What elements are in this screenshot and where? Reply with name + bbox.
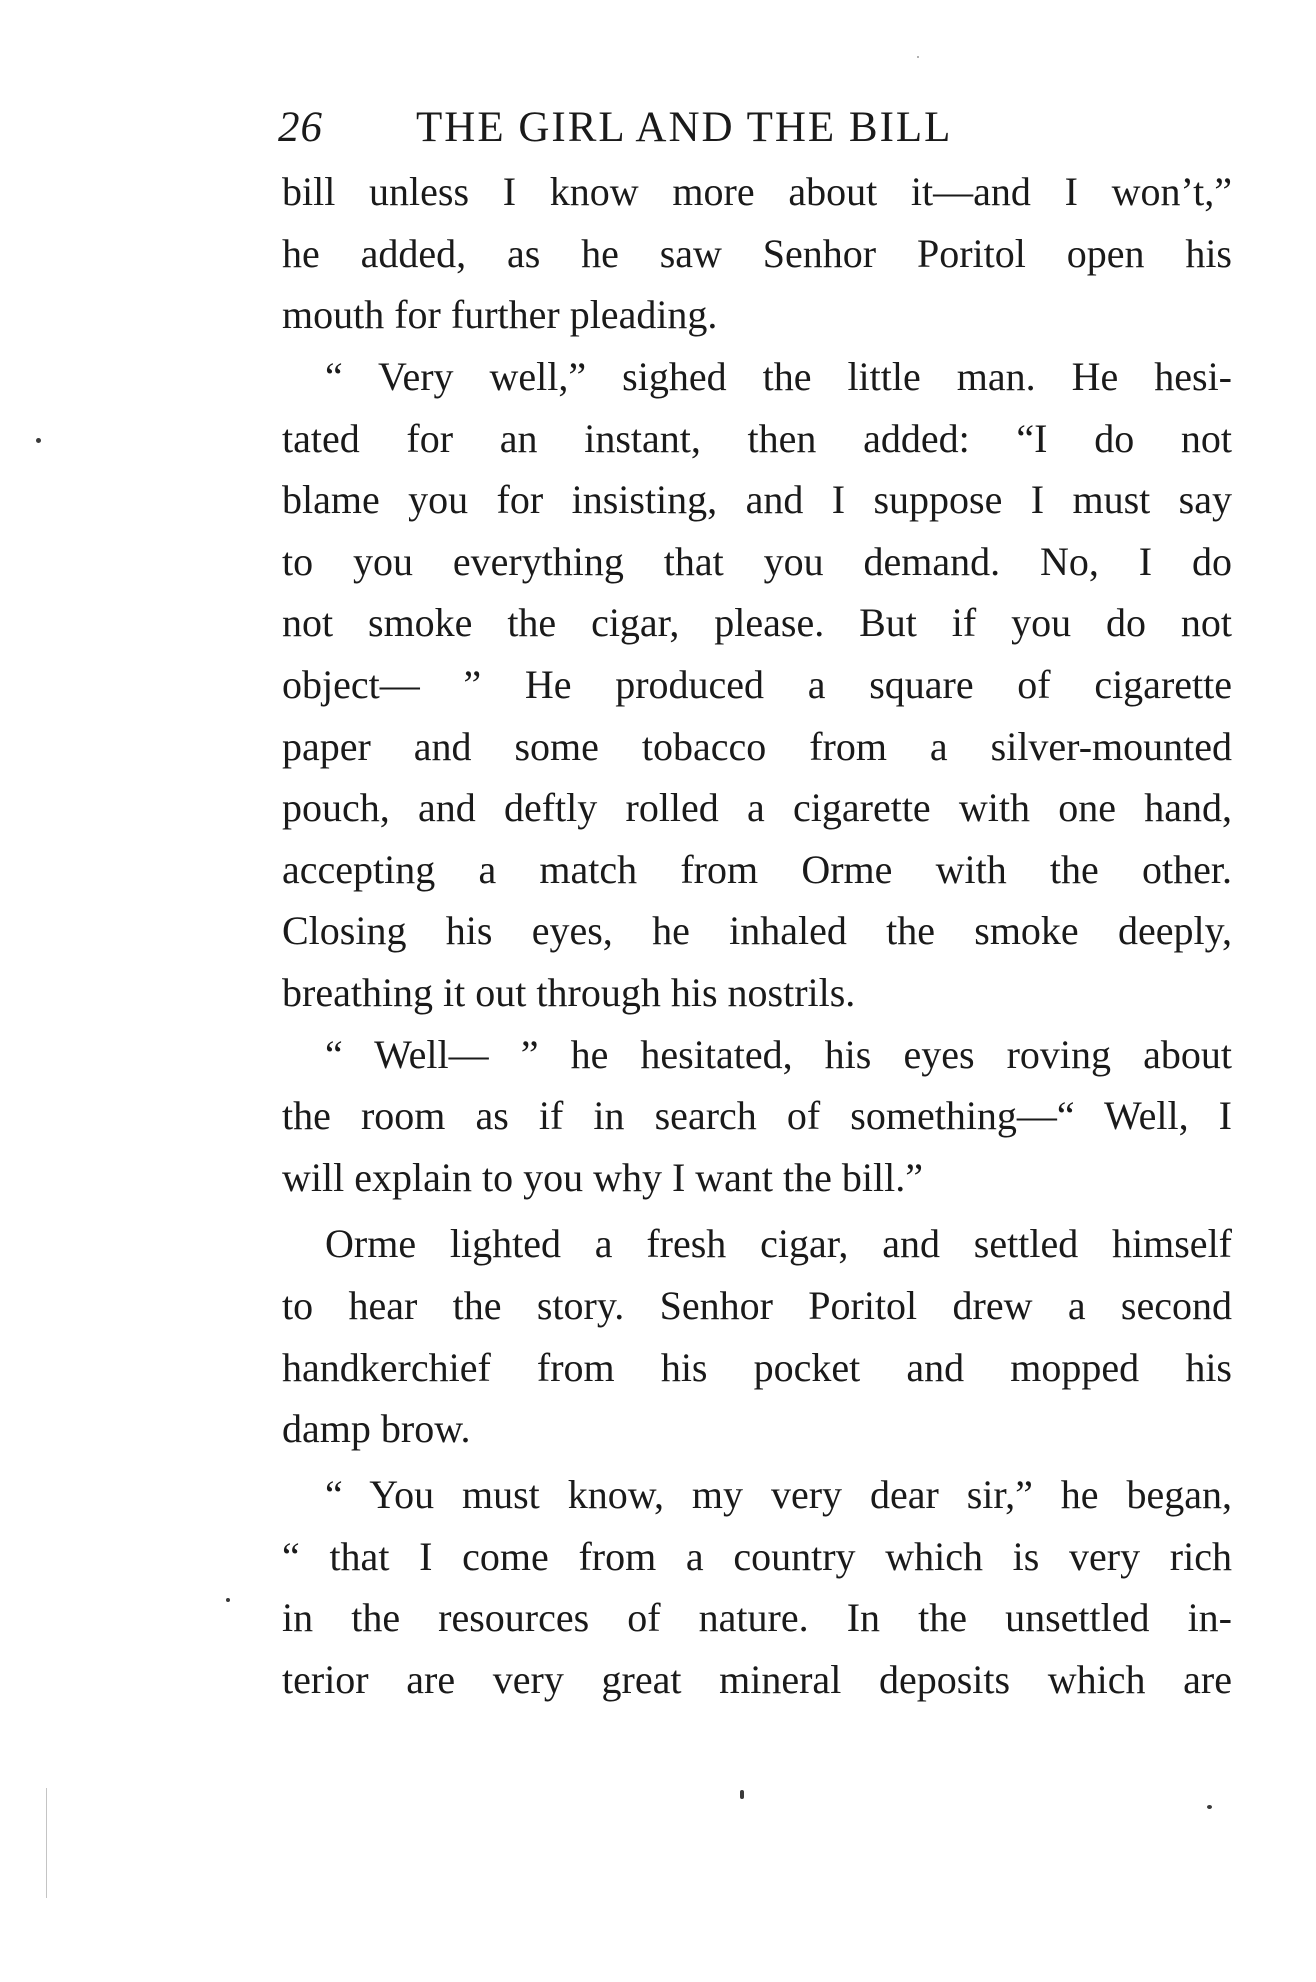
scan-speck: [740, 1790, 744, 1799]
text-line: blame you for insisting, and I suppose I must say: [282, 477, 1232, 522]
scan-mark: [46, 1788, 47, 1898]
text-line: handkerchief from his pocket and mopped his: [282, 1345, 1232, 1390]
text-line: Closing his eyes, he inhaled the smoke deeply,: [282, 908, 1232, 953]
text-line: object— ” He produced a square of cigarette: [282, 662, 1232, 707]
text-line: terior are very great mineral deposits which are: [282, 1657, 1232, 1702]
text-line: Orme lighted a fresh cigar, and settled himself: [325, 1221, 1232, 1266]
text-line: “ Very well,” sighed the little man. He hesi-: [325, 354, 1232, 399]
page-number: 26: [278, 104, 323, 151]
text-line: tated for an instant, then added: “I do not: [282, 416, 1232, 461]
text-line: “ that I come from a country which is very rich: [282, 1534, 1232, 1579]
text-line: mouth for further pleading.: [282, 292, 718, 337]
scan-speck: [226, 1598, 230, 1602]
scan-speck: [36, 438, 41, 443]
scan-speck: [917, 56, 919, 58]
running-head: [278, 98, 1238, 158]
text-line: accepting a match from Orme with the other.: [282, 847, 1232, 892]
text-line: pouch, and deftly rolled a cigarette with one hand,: [282, 785, 1232, 830]
text-line: paper and some tobacco from a silver-mounted: [282, 724, 1232, 769]
text-line: “ Well— ” he hesitated, his eyes roving about: [325, 1032, 1232, 1077]
text-line: damp brow.: [282, 1406, 471, 1451]
text-line: in the resources of nature. In the unsettled in-: [282, 1595, 1232, 1640]
text-line: he added, as he saw Senhor Poritol open his: [282, 231, 1232, 276]
text-line: the room as if in search of something—“ Well, I: [282, 1093, 1232, 1138]
text-line: breathing it out through his nostrils.: [282, 970, 856, 1015]
text-line: bill unless I know more about it—and I won’t,”: [282, 169, 1232, 214]
running-title: THE GIRL AND THE BILL: [416, 104, 953, 151]
text-line: will explain to you why I want the bill.”: [282, 1155, 923, 1200]
text-line: not smoke the cigar, please. But if you do not: [282, 600, 1232, 645]
text-line: to you everything that you demand. No, I do: [282, 539, 1232, 584]
text-line: “ You must know, my very dear sir,” he began,: [325, 1472, 1232, 1517]
scan-speck: [1207, 1805, 1212, 1809]
text-line: to hear the story. Senhor Poritol drew a second: [282, 1283, 1232, 1328]
